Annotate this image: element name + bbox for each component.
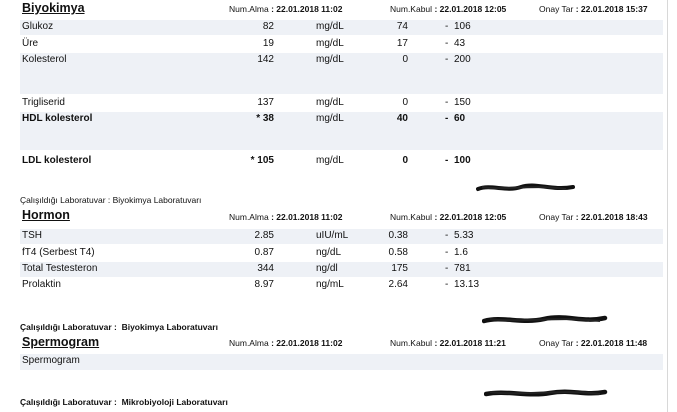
onay-tar-value: : 22.01.2018 15:37 [575, 4, 648, 14]
spermogram-alma [229, 338, 342, 348]
num-alma-label: Num.Alma [229, 212, 269, 222]
test-name: Spermogram [22, 355, 80, 366]
ref-high: 13.13 [454, 279, 480, 290]
ref-low: 74 [396, 21, 408, 32]
test-unit: mg/dL [316, 97, 344, 108]
ref-high: 5.33 [454, 230, 474, 241]
redaction-scribble [482, 313, 608, 327]
num-kabul-label: Num.Kabul [390, 338, 433, 348]
test-name: HDL kolesterol [22, 113, 93, 124]
section-title-hormon: Hormon [22, 208, 70, 222]
num-kabul-value: : 22.01.2018 12:05 [434, 212, 507, 222]
ref-low: 0 [402, 97, 408, 108]
ref-dash: - [445, 279, 449, 290]
ref-low: 0 [402, 155, 408, 166]
num-alma-label: Num.Alma [229, 338, 269, 348]
ref-low: 40 [396, 113, 408, 124]
test-unit: mg/dL [316, 155, 344, 166]
lab-value: Mikrobiyoloji Laboratuvarı [121, 397, 228, 407]
ref-high: 100 [454, 155, 471, 166]
hormon-lab-info [20, 322, 218, 332]
hormon-onay [539, 212, 648, 222]
num-kabul-value: : 22.01.2018 11:21 [434, 338, 506, 348]
num-alma-value: : 22.01.2018 11:02 [271, 4, 343, 14]
ref-high: 781 [454, 263, 471, 274]
test-name: Kolesterol [22, 54, 67, 65]
biyokimya-kabul [390, 4, 506, 14]
onay-tar-label: Onay Tar [539, 212, 574, 222]
num-kabul-label: Num.Kabul [390, 212, 433, 222]
ref-dash: - [445, 263, 449, 274]
test-name: fT4 (Serbest T4) [22, 247, 95, 258]
ref-dash: - [445, 230, 449, 241]
table-row [20, 96, 663, 111]
onay-tar-value: : 22.01.2018 18:43 [575, 212, 648, 222]
test-unit: uIU/mL [316, 230, 349, 241]
test-unit: mg/dL [316, 38, 344, 49]
table-row [20, 229, 663, 244]
ref-high: 43 [454, 38, 466, 49]
test-name: Total Testesteron [22, 263, 98, 274]
ref-low: 0 [402, 54, 408, 65]
num-alma-value: : 22.01.2018 11:02 [271, 338, 343, 348]
table-row [20, 278, 663, 293]
spermogram-kabul [390, 338, 506, 348]
ref-dash: - [445, 21, 449, 32]
ref-high: 106 [454, 21, 471, 32]
test-value: 142 [257, 54, 274, 65]
table-row [20, 154, 663, 169]
num-alma-label: Num.Alma [229, 4, 269, 14]
test-value: 82 [262, 21, 274, 32]
test-name: TSH [22, 230, 42, 241]
test-value: * 38 [256, 113, 274, 124]
test-name: LDL kolesterol [22, 155, 92, 166]
section-title-biyokimya: Biyokimya [22, 1, 85, 15]
ref-dash: - [445, 247, 449, 258]
table-row [20, 262, 663, 277]
ref-dash: - [445, 54, 449, 65]
redaction-scribble [484, 387, 608, 400]
page-border [667, 0, 668, 412]
num-kabul-value: : 22.01.2018 12:05 [434, 4, 507, 14]
section-title-spermogram: Spermogram [22, 335, 100, 349]
table-row [20, 112, 663, 150]
num-kabul-label: Num.Kabul [390, 4, 433, 14]
ref-low: 0.38 [388, 230, 408, 241]
ref-dash: - [445, 38, 449, 49]
spermogram-onay [539, 338, 647, 348]
ref-high: 1.6 [454, 247, 468, 258]
test-name: Trigliserid [22, 97, 65, 108]
test-name: Prolaktin [22, 279, 61, 290]
table-row [20, 37, 663, 52]
lab-label: Çalışıldığı Laboratuvar : [20, 397, 117, 407]
test-name: Glukoz [22, 21, 54, 32]
hormon-kabul [390, 212, 506, 222]
spermogram-lab-info [20, 397, 228, 407]
num-alma-value: : 22.01.2018 11:02 [271, 212, 343, 222]
table-row [20, 20, 663, 35]
ref-dash: - [445, 155, 449, 166]
biyokimya-lab-info: Çalışıldığı Laboratuvar : Biyokimya Laboratuvarı [20, 195, 202, 205]
table-row [20, 246, 663, 261]
ref-high: 60 [454, 113, 466, 124]
test-value: 19 [262, 38, 274, 49]
test-unit: ng/dL [316, 247, 342, 258]
test-unit: mg/dL [316, 113, 344, 124]
onay-tar-label: Onay Tar [539, 4, 574, 14]
onay-tar-label: Onay Tar [539, 338, 574, 348]
test-value: * 105 [250, 155, 274, 166]
test-value: 344 [257, 263, 274, 274]
hormon-alma [229, 212, 342, 222]
ref-dash: - [445, 113, 449, 124]
ref-low: 175 [391, 263, 408, 274]
test-value: 2.85 [254, 230, 274, 241]
ref-high: 150 [454, 97, 471, 108]
biyokimya-alma [229, 4, 342, 14]
ref-low: 0.58 [388, 247, 408, 258]
test-unit: mg/dL [316, 54, 344, 65]
test-unit: ng/mL [316, 279, 344, 290]
ref-dash: - [445, 97, 449, 108]
ref-low: 2.64 [388, 279, 408, 290]
test-value: 137 [257, 97, 274, 108]
ref-low: 17 [396, 38, 408, 49]
test-value: 0.87 [254, 247, 274, 258]
test-unit: mg/dL [316, 21, 344, 32]
table-row [20, 53, 663, 94]
test-unit: ng/dl [316, 263, 338, 274]
redaction-scribble [476, 182, 576, 194]
lab-value: Biyokimya Laboratuvarı [121, 322, 218, 332]
biyokimya-onay [539, 4, 648, 14]
test-value: 8.97 [254, 279, 274, 290]
test-name: Üre [22, 38, 39, 49]
onay-tar-value: : 22.01.2018 11:48 [575, 338, 648, 348]
ref-high: 200 [454, 54, 471, 65]
lab-label: Çalışıldığı Laboratuvar : [20, 322, 117, 332]
table-row [20, 354, 663, 370]
